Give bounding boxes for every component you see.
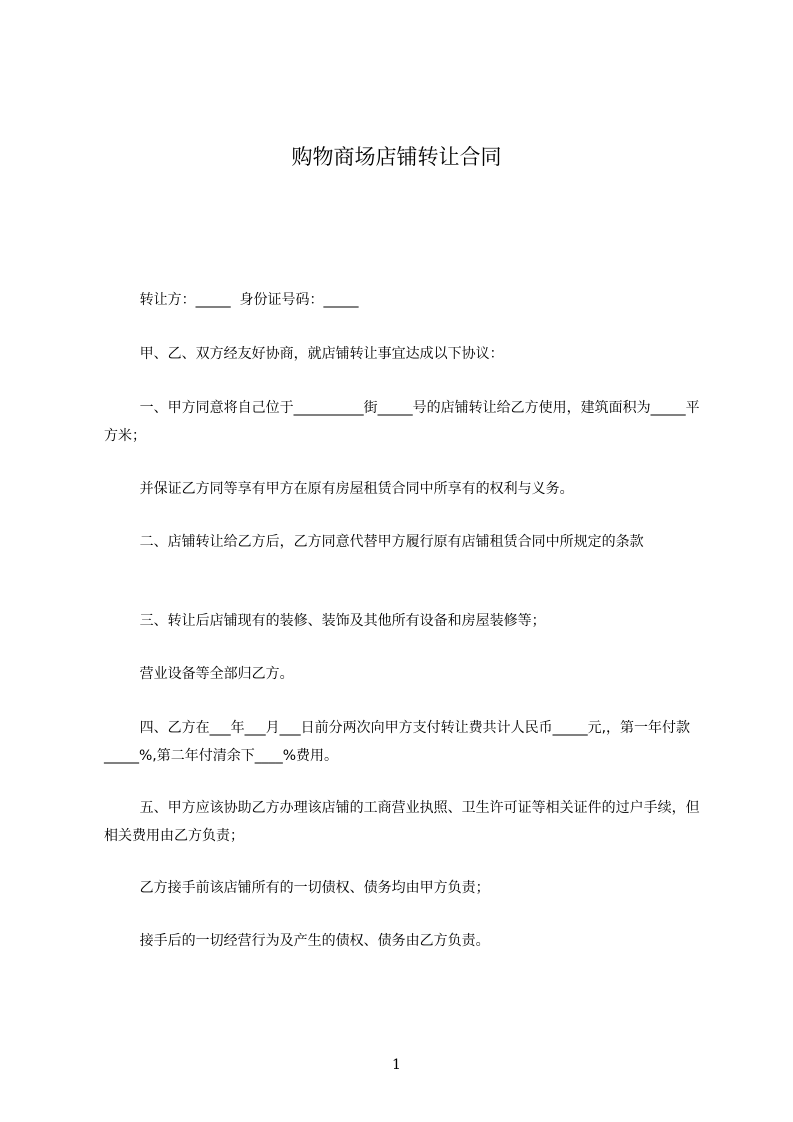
- clause-1-continued: 并保证乙方同等享有甲方在原有房屋租赁合同中所享有的权利与义务。: [104, 481, 574, 497]
- clause-3-continued: 营业设备等全部归乙方。: [104, 666, 294, 682]
- clause-5-debts-after: 接手后的一切经营行为及产生的债权、债务由乙方负责。: [104, 933, 490, 949]
- clause-2: 二、店铺转让给乙方后，乙方同意代替甲方履行原有店铺租赁合同中所规定的条款: [104, 534, 644, 550]
- page-title: 购物商场店铺转让合同: [291, 145, 502, 169]
- agreement-intro: 甲、乙、双方经友好协商，就店铺转让事宜达成以下协议：: [104, 346, 504, 362]
- clause-5-debts-before: 乙方接手前该店铺所有的一切债权、债务均由甲方负责；: [104, 880, 490, 896]
- transferor-line: 转让方：_____ 身份证号码：_____: [104, 292, 359, 308]
- page-number: 1: [392, 1057, 401, 1073]
- clause-3: 三、转让后店铺现有的装修、装饰及其他所有设备和房屋装修等；: [104, 613, 546, 629]
- clause-5: 五、甲方应该协助乙方办理该店铺的工商营业执照、卫生许可证等相关证件的过户手续，但相关费用由乙方负责；: [104, 800, 700, 844]
- clause-4: 四、乙方在___年___月___日前分两次向甲方支付转让费共计人民币_____元,，第一年付款_____%,第二年付清余下____%费用。: [104, 720, 691, 764]
- clause-1: 一、甲方同意将自己位于__________街_____号的店铺转让给乙方使用，建筑面积为_____平方米；: [104, 400, 700, 444]
